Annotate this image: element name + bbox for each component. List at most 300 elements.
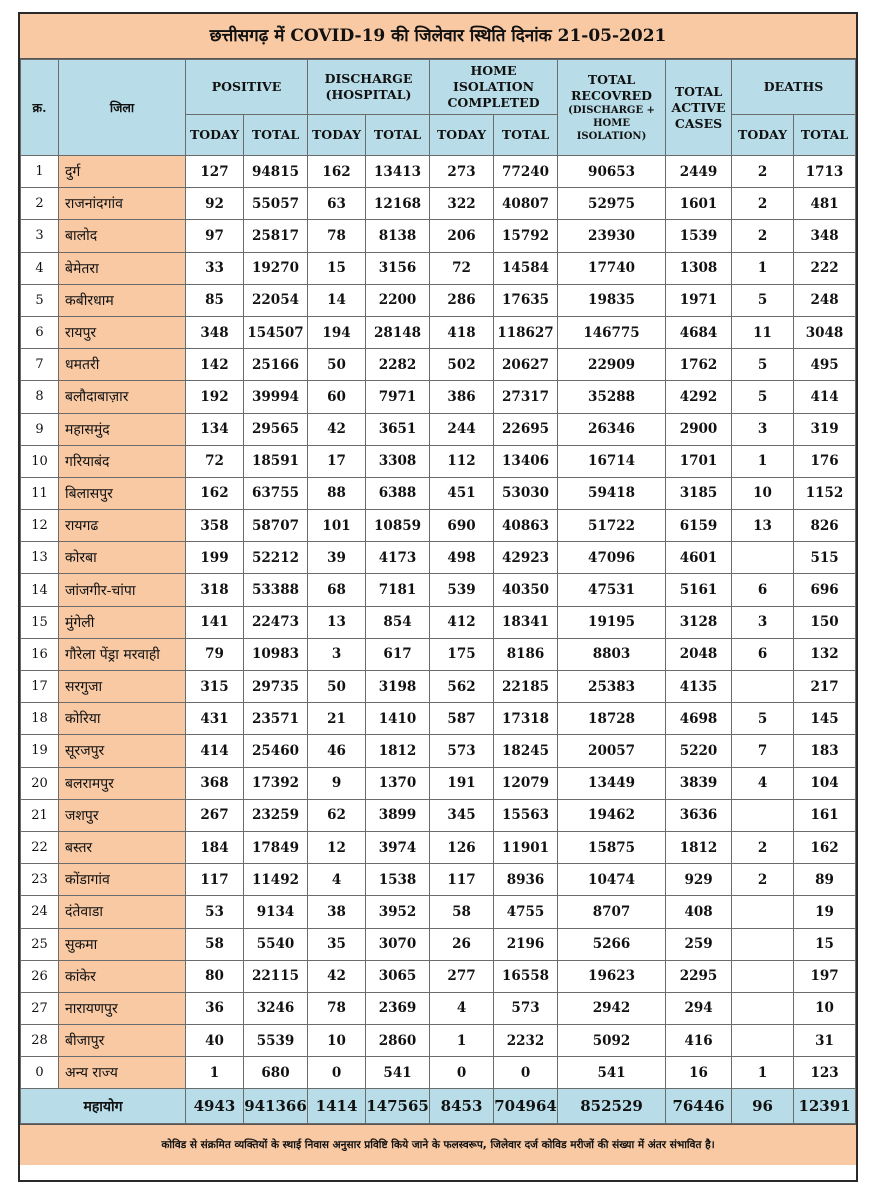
row-positive-today: 348 — [186, 316, 244, 348]
row-district: नारायणपुर — [59, 992, 186, 1024]
row-home-isolation-total: 17318 — [494, 703, 558, 735]
row-home-isolation-today: 112 — [430, 445, 494, 477]
row-active: 3839 — [666, 767, 732, 799]
row-home-isolation-total: 16558 — [494, 960, 558, 992]
row-positive-total: 19270 — [244, 252, 308, 284]
row-sn: 6 — [21, 316, 59, 348]
row-discharge-total: 7181 — [366, 574, 430, 606]
row-home-isolation-total: 12079 — [494, 767, 558, 799]
row-active: 929 — [666, 864, 732, 896]
row-home-isolation-total: 40350 — [494, 574, 558, 606]
row-discharge-today: 162 — [308, 156, 366, 188]
row-sn: 22 — [21, 831, 59, 863]
row-deaths-today: 2 — [732, 864, 794, 896]
row-sn: 19 — [21, 735, 59, 767]
row-discharge-today: 63 — [308, 188, 366, 220]
row-deaths-today: 5 — [732, 703, 794, 735]
table-row — [21, 767, 856, 799]
row-deaths-total: 162 — [794, 831, 856, 863]
table-footer — [21, 1089, 856, 1124]
row-positive-total: 58707 — [244, 510, 308, 542]
row-sn: 13 — [21, 542, 59, 574]
row-sn: 28 — [21, 1025, 59, 1057]
totals-home-isolation-today: 8453 — [430, 1089, 494, 1124]
totals-active: 76446 — [666, 1089, 732, 1124]
row-recovered: 47096 — [558, 542, 666, 574]
row-discharge-total: 7971 — [366, 381, 430, 413]
row-active: 3636 — [666, 799, 732, 831]
row-home-isolation-today: 690 — [430, 510, 494, 542]
row-home-isolation-today: 412 — [430, 606, 494, 638]
row-sn: 15 — [21, 606, 59, 638]
row-positive-today: 85 — [186, 284, 244, 316]
row-sn: 24 — [21, 896, 59, 928]
row-recovered: 2942 — [558, 992, 666, 1024]
total-recovered-sublabel: (DISCHARGE + HOME ISOLATION) — [568, 105, 655, 142]
totals-discharge-today: 1414 — [308, 1089, 366, 1124]
positive-header: POSITIVE — [186, 60, 308, 115]
row-deaths-total: 495 — [794, 349, 856, 381]
row-positive-today: 142 — [186, 349, 244, 381]
table-row — [21, 349, 856, 381]
row-deaths-total: 217 — [794, 671, 856, 703]
row-discharge-total: 28148 — [366, 316, 430, 348]
row-home-isolation-today: 587 — [430, 703, 494, 735]
row-deaths-total: 15 — [794, 928, 856, 960]
table-row — [21, 316, 856, 348]
row-home-isolation-total: 40807 — [494, 188, 558, 220]
table-row — [21, 671, 856, 703]
row-discharge-today: 50 — [308, 349, 366, 381]
row-deaths-today: 6 — [732, 638, 794, 670]
row-home-isolation-today: 539 — [430, 574, 494, 606]
totals-deaths-total: 12391 — [794, 1089, 856, 1124]
row-district: राजनांदगांव — [59, 188, 186, 220]
row-sn: 4 — [21, 252, 59, 284]
table-row — [21, 542, 856, 574]
row-home-isolation-total: 8186 — [494, 638, 558, 670]
row-deaths-total: 1713 — [794, 156, 856, 188]
row-positive-total: 25817 — [244, 220, 308, 252]
row-deaths-total: 348 — [794, 220, 856, 252]
row-recovered: 47531 — [558, 574, 666, 606]
row-home-isolation-today: 498 — [430, 542, 494, 574]
row-positive-today: 80 — [186, 960, 244, 992]
row-home-isolation-total: 4755 — [494, 896, 558, 928]
row-recovered: 8803 — [558, 638, 666, 670]
row-deaths-total: 3048 — [794, 316, 856, 348]
row-district: कबीरधाम — [59, 284, 186, 316]
table-header — [21, 60, 856, 156]
row-discharge-today: 101 — [308, 510, 366, 542]
row-positive-today: 1 — [186, 1057, 244, 1089]
row-recovered: 59418 — [558, 477, 666, 509]
row-active: 416 — [666, 1025, 732, 1057]
row-discharge-today: 9 — [308, 767, 366, 799]
row-active: 5161 — [666, 574, 732, 606]
row-discharge-total: 3070 — [366, 928, 430, 960]
row-deaths-today — [732, 1025, 794, 1057]
row-discharge-today: 0 — [308, 1057, 366, 1089]
row-discharge-today: 3 — [308, 638, 366, 670]
footnote: कोविड से संक्रमित व्यक्तियों के स्थाई निवास अनुसार प्रविष्टि किये जाने के फलस्वरूप, जिलेवार दर्ज कोविड मरीजों की संख्या में अंतर संभावित है। — [20, 1124, 856, 1165]
row-recovered: 16714 — [558, 445, 666, 477]
home-isolation-header: HOME ISOLATION COMPLETED — [430, 60, 558, 115]
table-row — [21, 606, 856, 638]
row-home-isolation-today: 322 — [430, 188, 494, 220]
row-active: 2449 — [666, 156, 732, 188]
row-home-isolation-today: 175 — [430, 638, 494, 670]
row-positive-today: 192 — [186, 381, 244, 413]
row-deaths-today: 6 — [732, 574, 794, 606]
table-row — [21, 928, 856, 960]
row-deaths-total: 826 — [794, 510, 856, 542]
row-active: 1701 — [666, 445, 732, 477]
table-row — [21, 896, 856, 928]
row-sn: 17 — [21, 671, 59, 703]
row-home-isolation-total: 573 — [494, 992, 558, 1024]
row-sn: 25 — [21, 928, 59, 960]
row-sn: 1 — [21, 156, 59, 188]
row-discharge-total: 13413 — [366, 156, 430, 188]
row-deaths-today — [732, 799, 794, 831]
table-row — [21, 445, 856, 477]
row-discharge-total: 3974 — [366, 831, 430, 863]
row-deaths-total: 31 — [794, 1025, 856, 1057]
row-sn: 21 — [21, 799, 59, 831]
row-recovered: 23930 — [558, 220, 666, 252]
row-discharge-total: 4173 — [366, 542, 430, 574]
row-district: बालोद — [59, 220, 186, 252]
row-active: 3185 — [666, 477, 732, 509]
row-positive-today: 318 — [186, 574, 244, 606]
row-active: 1308 — [666, 252, 732, 284]
row-positive-today: 267 — [186, 799, 244, 831]
row-active: 4684 — [666, 316, 732, 348]
row-deaths-today: 1 — [732, 1057, 794, 1089]
row-discharge-today: 17 — [308, 445, 366, 477]
row-home-isolation-today: 72 — [430, 252, 494, 284]
row-home-isolation-total: 14584 — [494, 252, 558, 284]
row-district: गरियाबंद — [59, 445, 186, 477]
totals-row — [21, 1089, 856, 1124]
row-discharge-total: 617 — [366, 638, 430, 670]
row-district: गौरेला पेंड्रा मरवाही — [59, 638, 186, 670]
row-deaths-total: 19 — [794, 896, 856, 928]
row-deaths-today: 4 — [732, 767, 794, 799]
row-deaths-total: 696 — [794, 574, 856, 606]
row-deaths-today — [732, 542, 794, 574]
total-recovered-label: TOTAL RECOVRED — [571, 72, 653, 103]
row-discharge-total: 1410 — [366, 703, 430, 735]
row-district: सरगुजा — [59, 671, 186, 703]
report-title: छत्तीसगढ़ में COVID-19 की जिलेवार स्थिति दिनांक 21-05-2021 — [20, 14, 856, 59]
row-deaths-today: 5 — [732, 381, 794, 413]
row-active: 5220 — [666, 735, 732, 767]
row-discharge-total: 3065 — [366, 960, 430, 992]
row-positive-total: 55057 — [244, 188, 308, 220]
row-deaths-total: 319 — [794, 413, 856, 445]
row-recovered: 8707 — [558, 896, 666, 928]
row-positive-total: 22473 — [244, 606, 308, 638]
row-recovered: 19623 — [558, 960, 666, 992]
row-home-isolation-today: 126 — [430, 831, 494, 863]
row-recovered: 52975 — [558, 188, 666, 220]
table-row — [21, 799, 856, 831]
row-deaths-total: 145 — [794, 703, 856, 735]
row-active: 1539 — [666, 220, 732, 252]
row-discharge-today: 39 — [308, 542, 366, 574]
row-positive-today: 184 — [186, 831, 244, 863]
row-district: दुर्ग — [59, 156, 186, 188]
row-deaths-total: 161 — [794, 799, 856, 831]
row-active: 1601 — [666, 188, 732, 220]
totals-home-isolation-total: 704964 — [494, 1089, 558, 1124]
row-home-isolation-today: 286 — [430, 284, 494, 316]
row-home-isolation-total: 20627 — [494, 349, 558, 381]
total-active-header: TOTAL ACTIVE CASES — [666, 60, 732, 156]
row-district: सुकमा — [59, 928, 186, 960]
row-discharge-total: 3651 — [366, 413, 430, 445]
row-deaths-total: 414 — [794, 381, 856, 413]
row-home-isolation-total: 11901 — [494, 831, 558, 863]
row-active: 3128 — [666, 606, 732, 638]
row-deaths-total: 222 — [794, 252, 856, 284]
totals-deaths-today: 96 — [732, 1089, 794, 1124]
row-discharge-today: 10 — [308, 1025, 366, 1057]
row-home-isolation-today: 502 — [430, 349, 494, 381]
row-sn: 5 — [21, 284, 59, 316]
row-deaths-total: 123 — [794, 1057, 856, 1089]
row-home-isolation-today: 26 — [430, 928, 494, 960]
row-active: 4292 — [666, 381, 732, 413]
row-positive-total: 10983 — [244, 638, 308, 670]
row-home-isolation-total: 53030 — [494, 477, 558, 509]
table-row — [21, 284, 856, 316]
row-positive-today: 414 — [186, 735, 244, 767]
row-positive-total: 17849 — [244, 831, 308, 863]
row-sn: 11 — [21, 477, 59, 509]
row-home-isolation-today: 573 — [430, 735, 494, 767]
row-positive-today: 58 — [186, 928, 244, 960]
row-district: बलरामपुर — [59, 767, 186, 799]
row-discharge-total: 1370 — [366, 767, 430, 799]
row-positive-today: 134 — [186, 413, 244, 445]
row-recovered: 19462 — [558, 799, 666, 831]
row-positive-total: 154507 — [244, 316, 308, 348]
row-district: रायगढ — [59, 510, 186, 542]
row-district: कोंडागांव — [59, 864, 186, 896]
table-row — [21, 413, 856, 445]
row-deaths-total: 1152 — [794, 477, 856, 509]
row-home-isolation-today: 58 — [430, 896, 494, 928]
row-positive-today: 127 — [186, 156, 244, 188]
row-positive-total: 63755 — [244, 477, 308, 509]
table-row — [21, 992, 856, 1024]
row-discharge-total: 3198 — [366, 671, 430, 703]
row-deaths-total: 197 — [794, 960, 856, 992]
row-home-isolation-total: 15563 — [494, 799, 558, 831]
row-discharge-today: 68 — [308, 574, 366, 606]
row-deaths-today: 5 — [732, 349, 794, 381]
row-deaths-today: 2 — [732, 188, 794, 220]
row-discharge-total: 6388 — [366, 477, 430, 509]
row-district: दंतेवाडा — [59, 896, 186, 928]
row-recovered: 22909 — [558, 349, 666, 381]
row-home-isolation-today: 273 — [430, 156, 494, 188]
row-district: कांकेर — [59, 960, 186, 992]
row-district: सूरजपुर — [59, 735, 186, 767]
row-sn: 9 — [21, 413, 59, 445]
row-sn: 20 — [21, 767, 59, 799]
row-home-isolation-total: 22695 — [494, 413, 558, 445]
row-positive-total: 5539 — [244, 1025, 308, 1057]
row-positive-total: 94815 — [244, 156, 308, 188]
row-home-isolation-today: 244 — [430, 413, 494, 445]
row-home-isolation-total: 27317 — [494, 381, 558, 413]
row-discharge-total: 3156 — [366, 252, 430, 284]
row-positive-today: 53 — [186, 896, 244, 928]
totals-label: महायोग — [21, 1089, 186, 1124]
row-deaths-today: 10 — [732, 477, 794, 509]
row-discharge-today: 42 — [308, 413, 366, 445]
table-body — [21, 156, 856, 1089]
row-discharge-total: 2369 — [366, 992, 430, 1024]
table-row — [21, 864, 856, 896]
row-positive-total: 22115 — [244, 960, 308, 992]
row-positive-total: 39994 — [244, 381, 308, 413]
row-sn: 18 — [21, 703, 59, 735]
row-district: महासमुंद — [59, 413, 186, 445]
row-discharge-total: 3952 — [366, 896, 430, 928]
row-home-isolation-total: 18341 — [494, 606, 558, 638]
row-discharge-total: 1812 — [366, 735, 430, 767]
row-discharge-total: 2860 — [366, 1025, 430, 1057]
row-deaths-today: 13 — [732, 510, 794, 542]
total-recovered-header — [558, 60, 666, 156]
row-discharge-today: 38 — [308, 896, 366, 928]
row-deaths-today — [732, 928, 794, 960]
row-home-isolation-today: 191 — [430, 767, 494, 799]
row-discharge-total: 854 — [366, 606, 430, 638]
row-district: अन्य राज्य — [59, 1057, 186, 1089]
totals-discharge-total: 147565 — [366, 1089, 430, 1124]
row-home-isolation-today: 4 — [430, 992, 494, 1024]
row-district: बस्तर — [59, 831, 186, 863]
row-positive-total: 23259 — [244, 799, 308, 831]
row-active: 408 — [666, 896, 732, 928]
row-positive-today: 79 — [186, 638, 244, 670]
row-home-isolation-total: 18245 — [494, 735, 558, 767]
row-home-isolation-today: 418 — [430, 316, 494, 348]
row-positive-total: 25166 — [244, 349, 308, 381]
row-deaths-today: 2 — [732, 220, 794, 252]
row-discharge-total: 10859 — [366, 510, 430, 542]
row-deaths-total: 132 — [794, 638, 856, 670]
row-discharge-today: 15 — [308, 252, 366, 284]
row-home-isolation-today: 0 — [430, 1057, 494, 1089]
table-row — [21, 735, 856, 767]
sn-header: क्र. — [21, 60, 59, 156]
row-discharge-today: 35 — [308, 928, 366, 960]
row-home-isolation-today: 345 — [430, 799, 494, 831]
row-discharge-today: 50 — [308, 671, 366, 703]
row-deaths-today: 3 — [732, 413, 794, 445]
row-active: 2048 — [666, 638, 732, 670]
row-recovered: 20057 — [558, 735, 666, 767]
row-deaths-today: 1 — [732, 445, 794, 477]
row-home-isolation-total: 77240 — [494, 156, 558, 188]
row-positive-total: 9134 — [244, 896, 308, 928]
row-district: धमतरी — [59, 349, 186, 381]
row-district: कोरबा — [59, 542, 186, 574]
row-discharge-today: 46 — [308, 735, 366, 767]
home-isolation-today-header: TODAY — [430, 115, 494, 156]
row-deaths-today: 7 — [732, 735, 794, 767]
row-deaths-today — [732, 960, 794, 992]
row-positive-total: 3246 — [244, 992, 308, 1024]
row-active: 1812 — [666, 831, 732, 863]
row-district: रायपुर — [59, 316, 186, 348]
row-positive-total: 25460 — [244, 735, 308, 767]
row-district: बलौदाबाज़ार — [59, 381, 186, 413]
row-positive-total: 5540 — [244, 928, 308, 960]
district-header: जिला — [59, 60, 186, 156]
row-recovered: 18728 — [558, 703, 666, 735]
row-home-isolation-total: 2196 — [494, 928, 558, 960]
row-sn: 3 — [21, 220, 59, 252]
row-home-isolation-today: 386 — [430, 381, 494, 413]
table-row — [21, 477, 856, 509]
row-positive-today: 33 — [186, 252, 244, 284]
row-discharge-today: 21 — [308, 703, 366, 735]
row-home-isolation-total: 13406 — [494, 445, 558, 477]
row-positive-total: 52212 — [244, 542, 308, 574]
row-positive-today: 97 — [186, 220, 244, 252]
row-district: जशपुर — [59, 799, 186, 831]
row-discharge-total: 3308 — [366, 445, 430, 477]
row-deaths-total: 481 — [794, 188, 856, 220]
row-home-isolation-total: 8936 — [494, 864, 558, 896]
table-row — [21, 1025, 856, 1057]
row-district: मुंगेली — [59, 606, 186, 638]
row-deaths-today — [732, 992, 794, 1024]
row-discharge-total: 1538 — [366, 864, 430, 896]
row-district: बेमेतरा — [59, 252, 186, 284]
row-active: 259 — [666, 928, 732, 960]
row-deaths-today: 1 — [732, 252, 794, 284]
row-positive-today: 72 — [186, 445, 244, 477]
row-home-isolation-total: 118627 — [494, 316, 558, 348]
row-home-isolation-today: 117 — [430, 864, 494, 896]
row-positive-total: 17392 — [244, 767, 308, 799]
row-positive-total: 29565 — [244, 413, 308, 445]
row-recovered: 25383 — [558, 671, 666, 703]
deaths-header: DEATHS — [732, 60, 856, 115]
row-positive-total: 680 — [244, 1057, 308, 1089]
table-row — [21, 574, 856, 606]
row-home-isolation-today: 451 — [430, 477, 494, 509]
table-row — [21, 1057, 856, 1089]
row-discharge-total: 541 — [366, 1057, 430, 1089]
table-row — [21, 638, 856, 670]
row-home-isolation-total: 2232 — [494, 1025, 558, 1057]
discharge-total-header: TOTAL — [366, 115, 430, 156]
table-row — [21, 188, 856, 220]
row-recovered: 5092 — [558, 1025, 666, 1057]
row-home-isolation-today: 1 — [430, 1025, 494, 1057]
row-deaths-today: 3 — [732, 606, 794, 638]
